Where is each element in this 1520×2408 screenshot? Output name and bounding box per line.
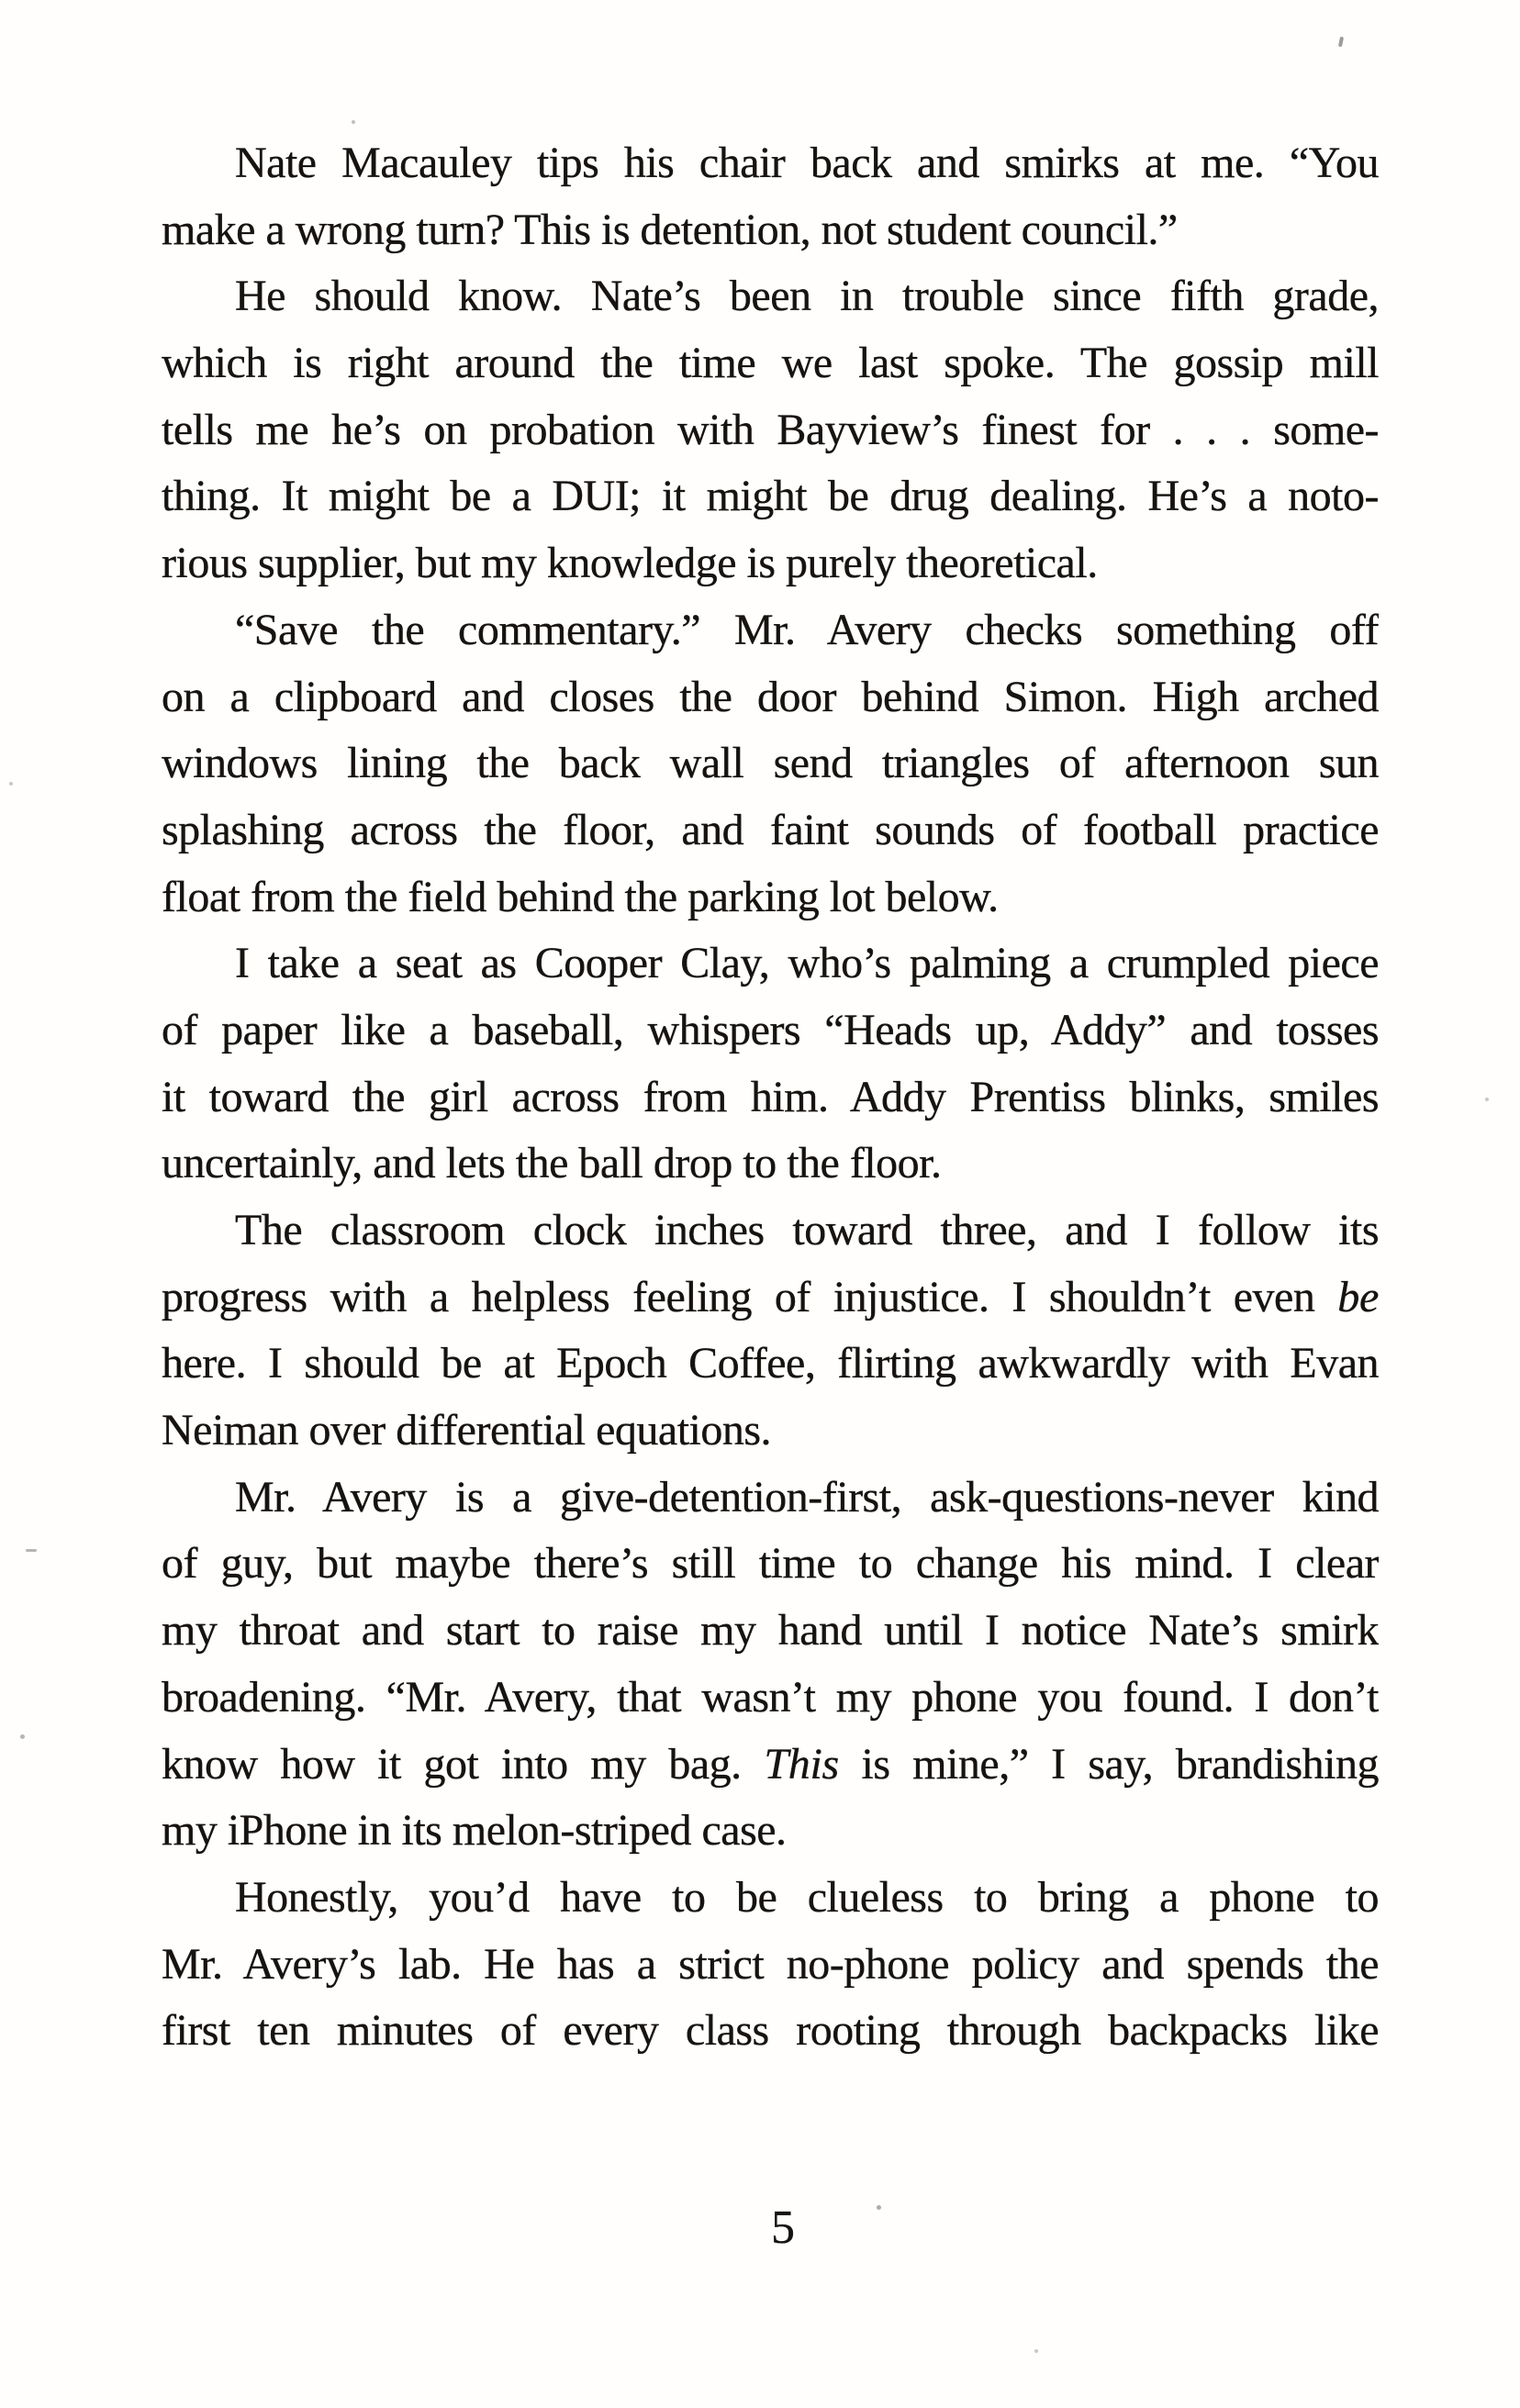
text-line: rious supplier, but my knowledge is purely theoretical. — [162, 539, 1098, 588]
text-line: know how it got into my bag. This is mine,” I say, brandishing — [162, 1739, 1379, 1789]
scan-speck — [1485, 1098, 1489, 1101]
scan-speck — [20, 1734, 25, 1739]
text-line: Neiman over differential equations. — [162, 1406, 772, 1455]
text-line: of guy, but maybe there’s still time to change his mind. I clear — [162, 1539, 1379, 1589]
text-line: tells me he’s on probation with Bayview’s finest for . . . some- — [162, 405, 1379, 454]
text-line: Honestly, you’d have to be clueless to bring a phone to — [235, 1872, 1379, 1922]
text-line: He should know. Nate’s been in trouble since fifth grade, — [235, 272, 1379, 321]
text-line: Mr. Avery is a give-detention-first, ask-questions-never kind — [235, 1472, 1379, 1522]
body-text — [162, 130, 1379, 2065]
text-line: on a clipboard and closes the door behind Simon. High arched — [162, 672, 1379, 721]
scan-speck — [9, 782, 13, 786]
text-line: broadening. “Mr. Avery, that wasn’t my phone you found. I don’t — [162, 1672, 1379, 1722]
text-line: windows lining the back wall send triangles of afternoon sun — [162, 739, 1379, 788]
text-line: progress with a helpless feeling of injustice. I shouldn’t even be — [162, 1272, 1379, 1321]
scan-speck — [26, 1549, 37, 1552]
text-line: The classroom clock inches toward three, and I follow its — [235, 1206, 1379, 1254]
text-line: here. I should be at Epoch Coffee, flirting awkwardly with Evan — [162, 1339, 1379, 1388]
text-line: my iPhone in its melon-striped case. — [162, 1806, 787, 1856]
text-line: uncertainly, and lets the ball drop to the floor. — [162, 1139, 942, 1188]
text-line: it toward the girl across from him. Addy Prentiss blinks, smiles — [162, 1072, 1379, 1121]
text-line: splashing across the floor, and faint sounds of football practice — [162, 805, 1379, 854]
scan-speck — [877, 2205, 881, 2210]
text-line: of paper like a baseball, whispers “Heads up, Addy” and tosses — [162, 1005, 1379, 1054]
scan-speck — [1338, 37, 1344, 48]
text-line: first ten minutes of every class rooting through backpacks like — [162, 2006, 1379, 2056]
text-line: Mr. Avery’s lab. He has a strict no-phone policy and spends the — [162, 1939, 1379, 1989]
text-line: I take a seat as Cooper Clay, who’s palming a crumpled piece — [235, 939, 1379, 988]
text-line: my throat and start to raise my hand until I notice Nate’s smirk — [162, 1606, 1379, 1656]
scan-speck — [352, 120, 355, 124]
text-line: make a wrong turn? This is detention, not student council.” — [162, 205, 1178, 254]
text-line: “Save the commentary.” Mr. Avery checks something off — [235, 605, 1379, 654]
scan-speck — [1034, 2349, 1038, 2353]
text-line: Nate Macauley tips his chair back and smirks at me. “You — [235, 139, 1379, 187]
page-number: 5 — [771, 2202, 795, 2254]
text-line: which is right around the time we last spoke. The gossip mill — [162, 339, 1379, 388]
text-line: thing. It might be a DUI; it might be drug dealing. He’s a noto- — [162, 472, 1379, 521]
text-line: float from the field behind the parking lot below. — [162, 872, 999, 921]
